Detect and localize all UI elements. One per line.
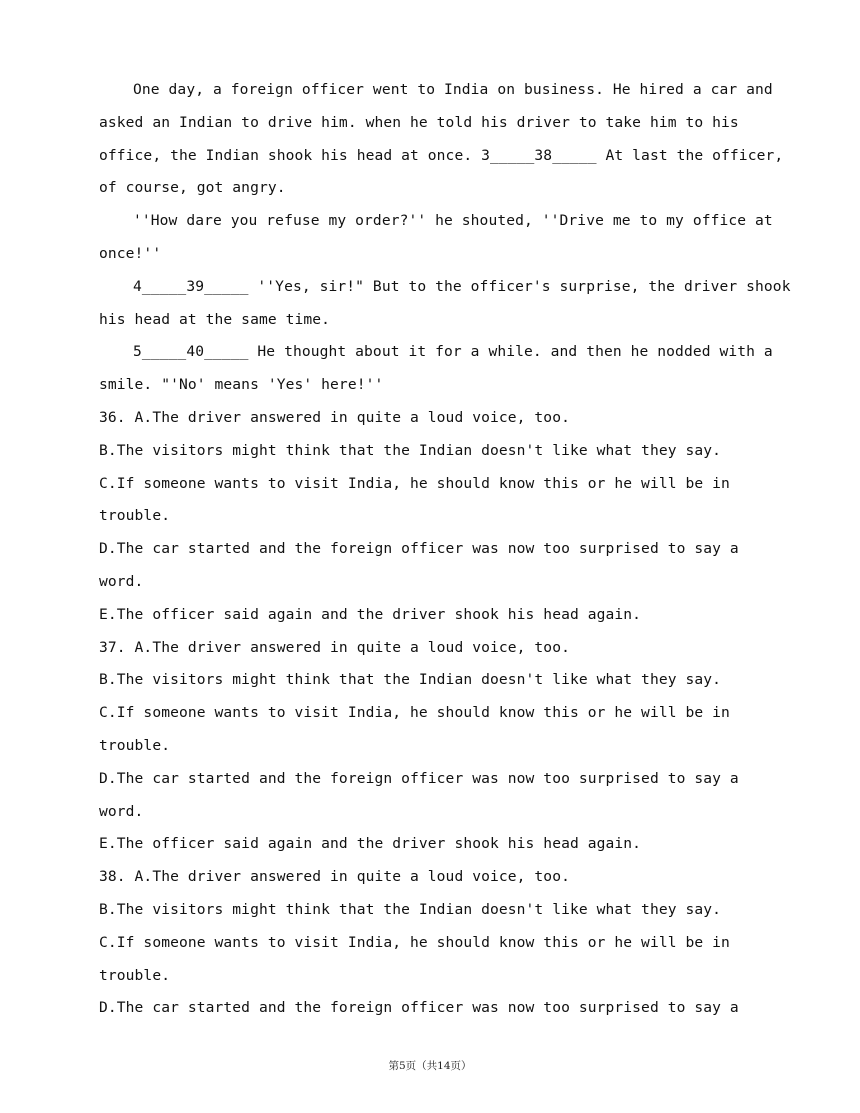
option-d-cont: word.: [99, 802, 144, 820]
passage-line: One day, a foreign officer went to India on business. He hired a car and: [133, 81, 773, 98]
passage-line: 4_____39_____ ''Yes, sir!" But to the officer's surprise, the driver shook: [133, 277, 791, 295]
option-c: C.If someone wants to visit India, he should know this or he will be in: [99, 933, 730, 951]
question-line: 38. A.The driver answered in quite a loud voice, too.: [99, 868, 570, 886]
passage-line: office, the Indian shook his head at once. 3_____38_____ At last the officer,: [99, 146, 784, 164]
passage-line: his head at the same time.: [99, 310, 331, 328]
option-b: B.The visitors might think that the Indian doesn't like what they say.: [99, 900, 722, 918]
passage-line: asked an Indian to drive him. when he told his driver to take him to his: [99, 113, 739, 131]
passage-line: smile. "'No' means 'Yes' here!'': [99, 376, 384, 394]
question-line: 37. A.The driver answered in quite a loud voice, too.: [99, 638, 570, 656]
option-c: C.If someone wants to visit India, he should know this or he will be in: [99, 474, 730, 492]
option-e: E.The officer said again and the driver shook his head again.: [99, 605, 642, 623]
passage-line: of course, got angry.: [99, 179, 286, 197]
page-number-footer: 第5页（共14页）: [388, 1060, 472, 1072]
passage-line: once!'': [99, 244, 162, 262]
option-b: B.The visitors might think that the Indian doesn't like what they say.: [99, 441, 722, 459]
passage-line: 5_____40_____ He thought about it for a while. and then he nodded with a: [133, 343, 773, 361]
question-38: [99, 861, 769, 1025]
option-c-cont: trouble.: [99, 507, 171, 525]
option-c-cont: trouble.: [99, 736, 171, 754]
question-36: [99, 402, 769, 632]
option-e: E.The officer said again and the driver shook his head again.: [99, 835, 642, 853]
option-d: D.The car started and the foreign officer was now too surprised to say a: [99, 999, 739, 1017]
option-b: B.The visitors might think that the Indian doesn't like what they say.: [99, 671, 722, 689]
question-line: 36. A.The driver answered in quite a loud voice, too.: [99, 408, 570, 426]
passage-line: ''How dare you refuse my order?'' he shouted, ''Drive me to my office at: [133, 212, 773, 230]
option-d-cont: word.: [99, 572, 144, 590]
question-37: [99, 632, 769, 862]
document-body: [99, 74, 791, 1025]
option-c: C.If someone wants to visit India, he should know this or he will be in: [99, 704, 730, 722]
option-d: D.The car started and the foreign officer was now too surprised to say a: [99, 540, 739, 558]
passage: [99, 74, 791, 402]
option-d: D.The car started and the foreign officer was now too surprised to say a: [99, 769, 739, 787]
option-c-cont: trouble.: [99, 966, 171, 984]
